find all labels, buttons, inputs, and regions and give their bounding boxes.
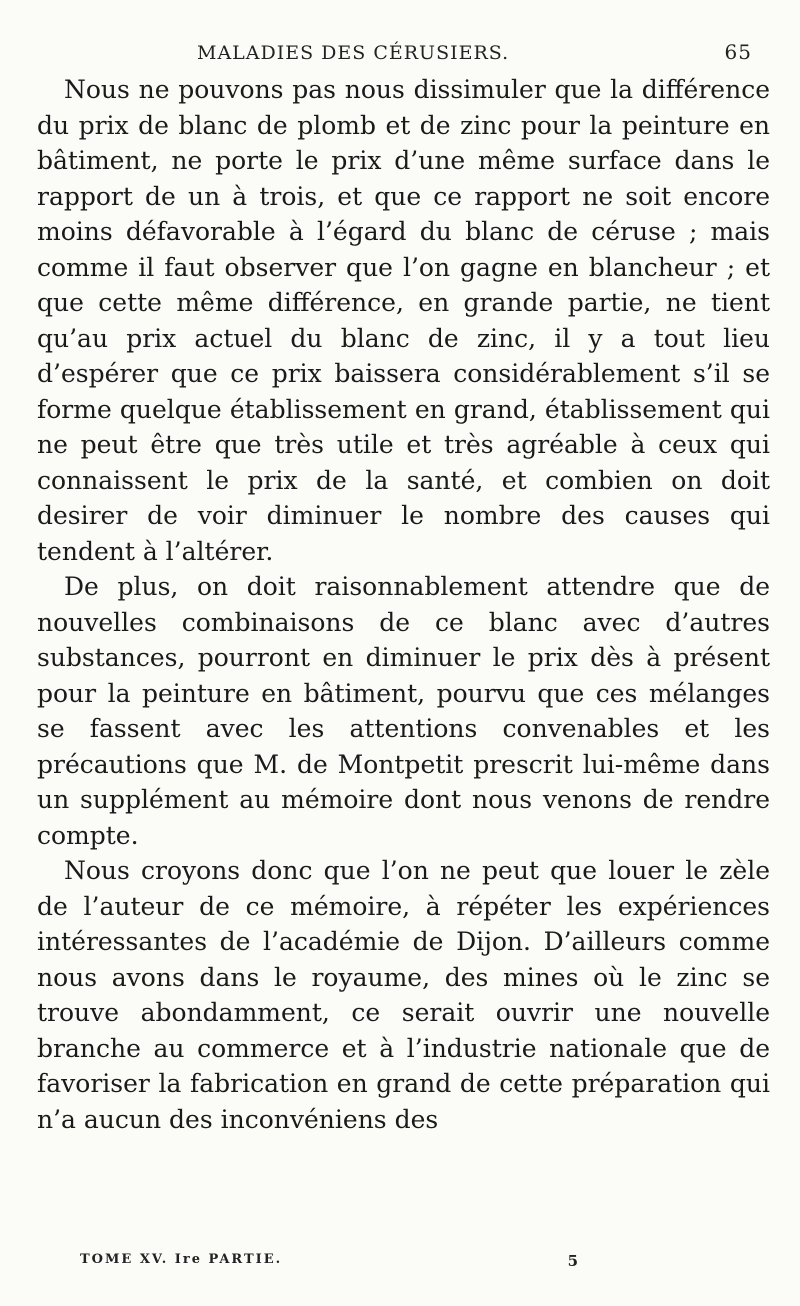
signature-mark: 5 [567,1252,580,1270]
running-head [197,40,770,64]
body-text [37,72,770,1137]
paragraph-2: De plus, on doit raisonnablement attendre que de nouvelles combinaisons de ce blanc avec d’autres substances, pourront en diminuer le prix dès à présent pour la peinture en bâtiment, pourvu que ces mélanges se fassent avec les attentions convenables et les précautions que M. de Montpetit prescrit lui-même dans un supplément au mémoire dont nous venons de rendre compte. [37,572,770,850]
paragraph-3: Nous croyons donc que l’on ne peut que louer le zèle de l’auteur de ce mémoire, à répéter les expériences intéressantes de l’académie de Dijon. D’ailleurs comme nous avons dans le royaume, des mines où le zinc se trouve abondamment, ce serait ouvrir une nouvelle branche au commerce et à l’industrie nationale que de favoriser la fabrication en grand de cette préparation qui n’a aucun des inconvéniens des [37,856,770,1134]
running-title: MALADIES DES CÉRUSIERS. [197,42,510,64]
page-number: 65 [724,40,752,64]
volume-note: TOME XV. Ire PARTIE. [80,1252,283,1267]
footer-line [80,1252,770,1270]
paragraph-1: Nous ne pouvons pas nous dissimuler que la différence du prix de blanc de plomb et de zinc pour la peinture en bâtiment, ne porte le prix d’une même surface dans le rapport de un à trois, et que ce rapport ne soit encore moins défavorable à l’égard du blanc de céruse ; mais comme il faut observer que l’on gagne en blancheur ; et que cette même différence, en grande partie, ne tient qu’au prix actuel du blanc de zinc, il y a tout lieu d’espérer que ce prix baissera considérablement s’il se forme quelque établissement en grand, établissement qui ne peut être que très utile et très agréable à ceux qui connaissent le prix de la santé, et combien on doit desirer de voir diminuer le nombre des causes qui tendent à l’altérer. [37,75,770,566]
